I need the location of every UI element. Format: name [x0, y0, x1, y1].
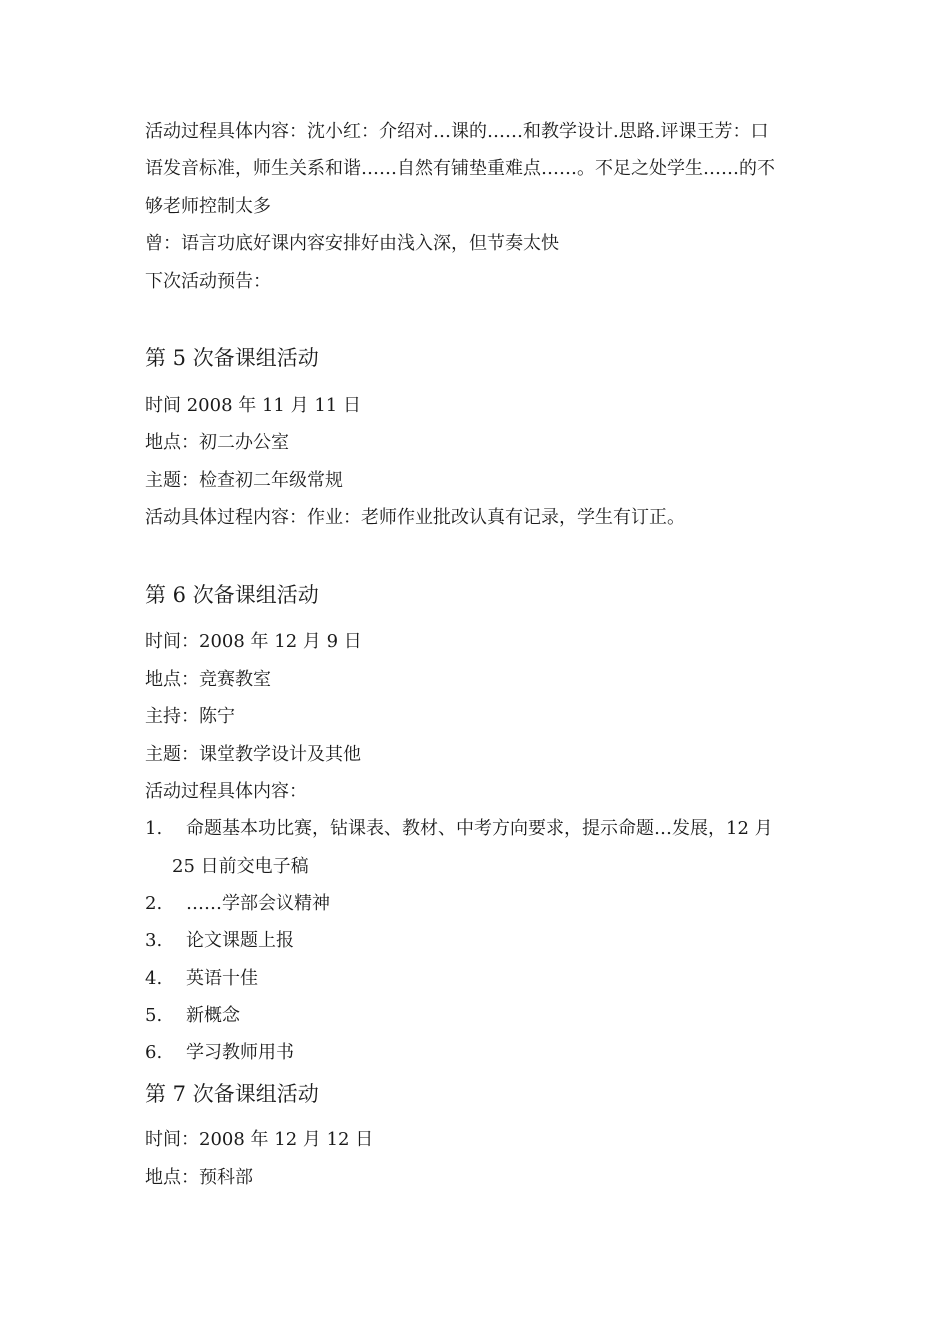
section-7-time: 时间：2008 年 12 月 12 日 [145, 1129, 374, 1150]
section-6-heading: 第 6 次备课组活动 [145, 583, 319, 607]
section-7-heading: 第 7 次备课组活动 [145, 1082, 319, 1106]
section-7-place: 地点：预科部 [145, 1167, 253, 1188]
section-5-heading: 第 5 次备课组活动 [145, 346, 319, 370]
section-5-place: 地点：初二办公室 [145, 432, 289, 453]
list-item-number: 2. [145, 893, 163, 914]
list-item-number: 5. [145, 1005, 163, 1026]
list-item-text: 命题基本功比赛，钻课表、教材、中考方向要求，提示命题…发展，12 月 [186, 818, 773, 839]
list-item-number: 1. [145, 818, 163, 839]
section-5-content: 活动具体过程内容：作业：老师作业批改认真有记录，学生有订正。 [145, 507, 685, 528]
list-item-number: 6. [145, 1042, 163, 1063]
section-5-time: 时间 2008 年 11 月 11 日 [145, 395, 361, 416]
section-6-content-label: 活动过程具体内容： [145, 781, 307, 802]
intro-line-2: 语发音标准，师生关系和谐……自然有铺垫重难点……。不足之处学生……的不 [145, 158, 775, 179]
intro-line-5: 下次活动预告： [145, 271, 271, 292]
section-6-time: 时间：2008 年 12 月 9 日 [145, 631, 362, 652]
section-6-topic: 主题：课堂教学设计及其他 [145, 744, 361, 765]
list-item-number: 3. [145, 930, 163, 951]
section-6-host: 主持：陈宁 [145, 706, 235, 727]
intro-line-4: 曾：语言功底好课内容安排好由浅入深，但节奏太快 [145, 233, 559, 254]
list-item-text: 论文课题上报 [186, 930, 294, 951]
list-item-continuation: 25 日前交电子稿 [172, 856, 309, 877]
intro-line-3: 够老师控制太多 [145, 196, 271, 217]
list-item-text: 学习教师用书 [186, 1042, 294, 1063]
section-6-place: 地点：竞赛教室 [145, 669, 271, 690]
section-5-topic: 主题：检查初二年级常规 [145, 470, 343, 491]
list-item-text: 新概念 [186, 1005, 240, 1026]
list-item-text: 英语十佳 [186, 968, 258, 989]
intro-line-1: 活动过程具体内容：沈小红：介绍对…课的……和教学设计.思路.评课王芳：口 [145, 121, 769, 142]
list-item-text: ……学部会议精神 [186, 893, 330, 914]
list-item-number: 4. [145, 968, 163, 989]
